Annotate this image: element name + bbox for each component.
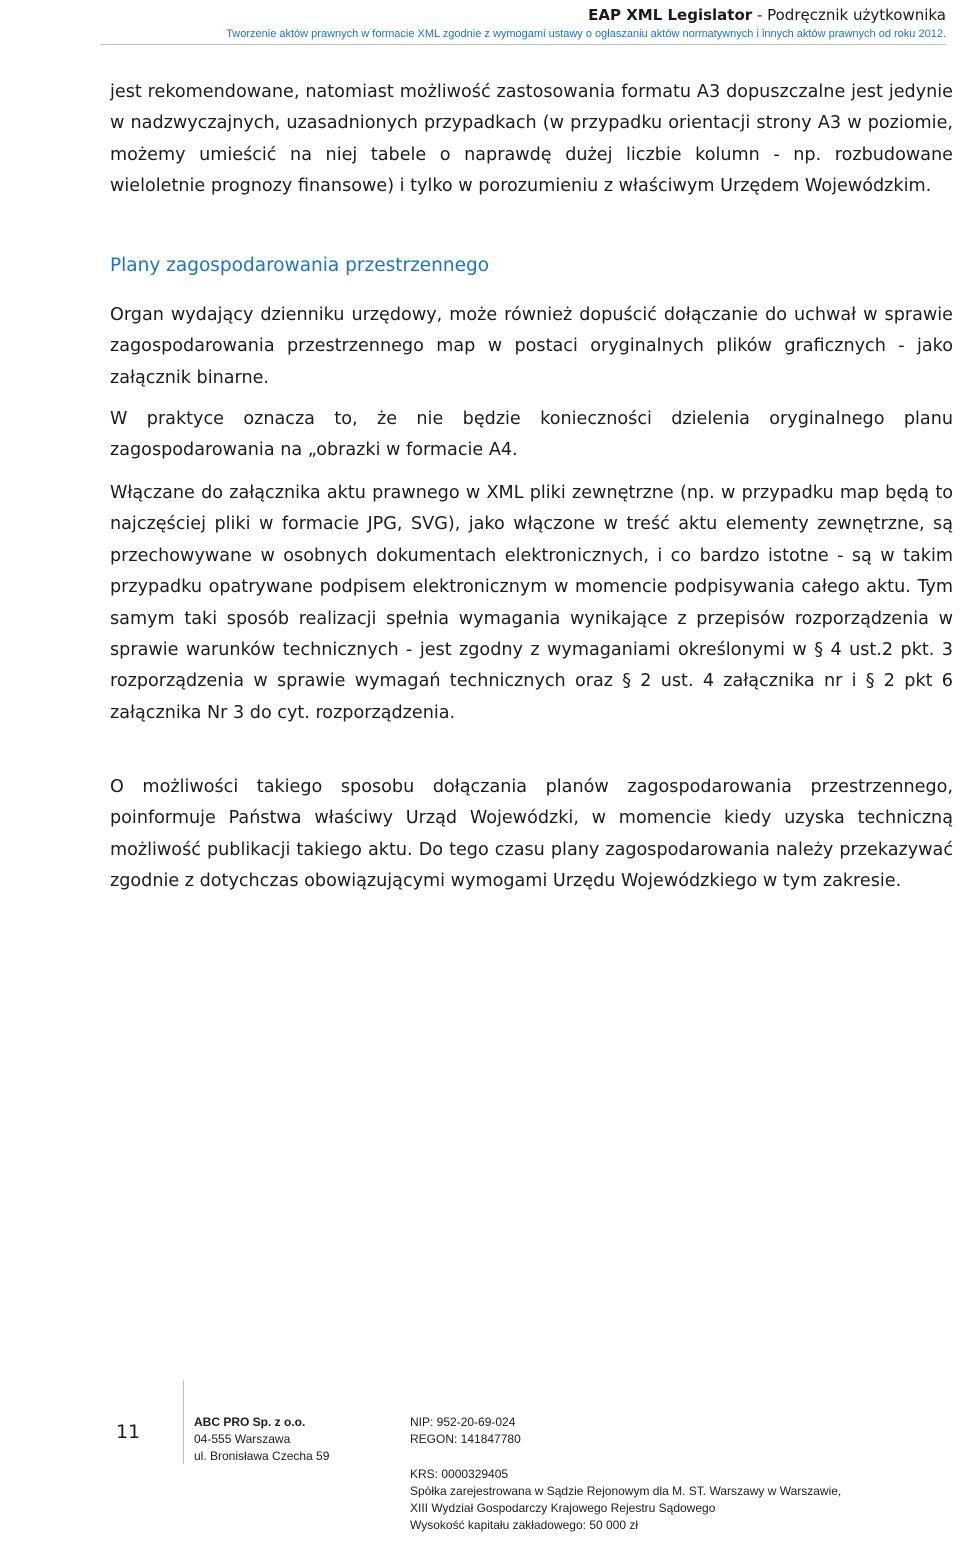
header-divider xyxy=(100,44,946,45)
regon-number: REGON: 141847780 xyxy=(410,1432,521,1447)
company-city: 04-555 Warszawa xyxy=(194,1432,291,1447)
app-name: EAP XML Legislator xyxy=(588,6,753,24)
document-header-title xyxy=(588,6,946,24)
manual-title: - Podręcznik użytkownika xyxy=(752,6,946,24)
company-name: ABC PRO Sp. z o.o. xyxy=(194,1415,306,1429)
court-registration-line1: Spółka zarejestrowana w Sądzie Rejonowym dla M. ST. Warszawy w Warszawie, xyxy=(410,1483,842,1498)
paragraph-organ: Organ wydający dzienniku urzędowy, może również dopuścić dołączanie do uchwał w sprawie zagospodarowania przestrzennego map w postaci oryginalnych plików graficznych - jako załącznik binarne. xyxy=(110,305,953,388)
krs-number: KRS: 0000329405 xyxy=(410,1466,509,1481)
nip-number: NIP: 952-20-69-024 xyxy=(410,1415,516,1429)
section-heading: Plany zagospodarowania przestrzennego xyxy=(110,255,490,276)
court-registration-line2: XIII Wydział Gospodarczy Krajowego Rejestru Sądowego xyxy=(410,1500,716,1515)
footer-divider xyxy=(183,1380,184,1464)
paragraph-mozliwosci: O możliwości takiego sposobu dołączania planów zagospodarowania przestrzennego, poinformuje Państwa właściwy Urząd Wojewódzki, w momencie kiedy uzyska techniczną możliwość publikacji takiego aktu. Do tego czasu plany zagospodarowania należy przekazywać zgodnie z dotychczas obowiązującymi wymogami Urzędu Wojewódzkiego w tym zakresie. xyxy=(110,777,953,892)
share-capital: Wysokość kapitału zakładowego: 50 000 zł xyxy=(410,1518,639,1533)
paragraph-pliki-zewnetrzne: Włączane do załącznika aktu prawnego w XML pliki zewnętrzne (np. w przypadku map będą to najczęściej pliki w formacie JPG, SVG), jako włączone w treść aktu elementy zewnętrzne, są przechowywane w osobnych dokumentach elektronicznych, i co bardzo istotne - są w takim przypadku opatrywane podpisem elektronicznym w momencie podpisywania całego aktu. Tym samym taki sposób realizacji spełnia wymagania wynikające z przepisów rozporządzenia w sprawie warunków technicznych - jest zgodny z wymaganiami określonymi w § 4 ust.2 pkt. 3 rozporządzenia w sprawie wymagań technicznych oraz § 2 ust. 4 załącznika nr i § 2 pkt 6 załącznika Nr 3 do cyt. rozporządzenia. xyxy=(110,483,953,723)
paragraph-praktyka: W praktyce oznacza to, że nie będzie konieczności dzielenia oryginalnego planu zagospodarowania na „obrazki w formacie A4. xyxy=(110,409,953,461)
company-registry-block xyxy=(410,1414,841,1534)
company-address-block xyxy=(194,1414,329,1466)
page-number: 11 xyxy=(116,1421,141,1443)
intro-paragraph: jest rekomendowane, natomiast możliwość zastosowania formatu A3 dopuszczalne jest jedynie w nadzwyczajnych, uzasadnionych przypadkach (w przypadku orientacji strony A3 w poziomie, możemy umieścić na niej tabele o naprawdę dużej liczbie kolumn - np. rozbudowane wieloletnie prognozy finansowe) i tylko w porozumieniu z właściwym Urzędem Wojewódzkim. xyxy=(110,82,953,197)
registry-spacer xyxy=(410,1448,841,1465)
company-street: ul. Bronisława Czecha 59 xyxy=(194,1449,330,1464)
document-header-subtitle: Tworzenie aktów prawnych w formacie XML zgodnie z wymogami ustawy o ogłaszaniu aktów normatywnych i innych aktów prawnych od roku 2012. xyxy=(226,28,946,40)
